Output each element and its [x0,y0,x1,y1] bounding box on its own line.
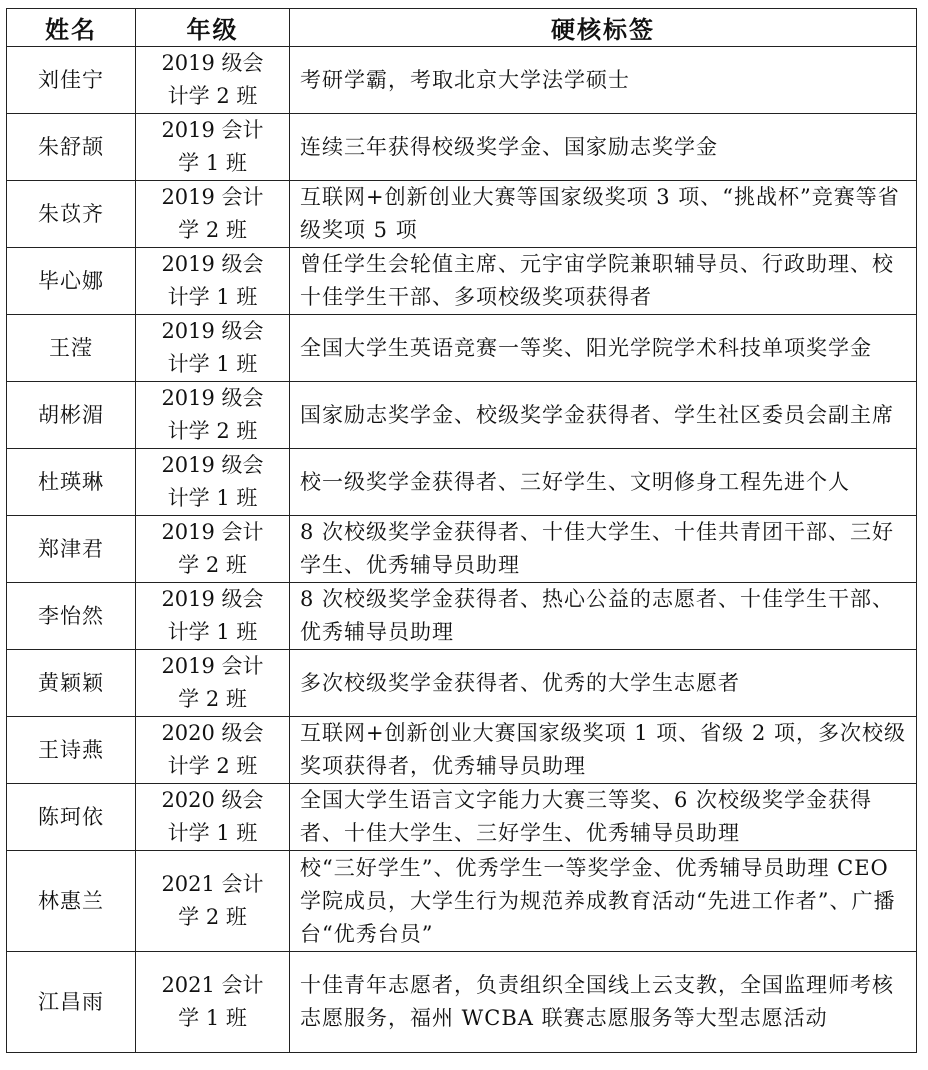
student-grade [136,114,290,181]
student-tags: 8 次校级奖学金获得者、十佳大学生、十佳共青团干部、三好学生、优秀辅导员助理 [290,516,917,583]
grade-line-2: 计学 2 班 [167,419,258,443]
student-tags: 互联网+创新创业大赛等国家级奖项 3 项、“挑战杯”竞赛等省级奖项 5 项 [290,181,917,248]
grade-line-1: 2019 级会 [161,319,264,343]
grade-line-1: 2020 级会 [161,788,264,812]
grade-line-1: 2021 会计 [161,973,264,997]
student-tags: 全国大学生英语竞赛一等奖、阳光学院学术科技单项奖学金 [290,315,917,382]
header-tags: 硬核标签 [290,9,917,47]
grade-line-2: 计学 2 班 [167,754,258,778]
student-name: 林惠兰 [7,851,136,952]
student-tags: 全国大学生语言文字能力大赛三等奖、6 次校级奖学金获得者、十佳大学生、三好学生、优秀辅导员助理 [290,784,917,851]
grade-line-2: 学 1 班 [178,151,247,175]
student-grade [136,583,290,650]
student-tags: 连续三年获得校级奖学金、国家励志奖学金 [290,114,917,181]
student-name: 李怡然 [7,583,136,650]
student-tags: 校“三好学生”、优秀学生一等奖学金、优秀辅导员助理 CEO 学院成员，大学生行为规范养成教育活动“先进工作者”、广播台“优秀台员” [290,851,917,952]
student-grade [136,516,290,583]
table-row [7,114,917,181]
student-name: 毕心娜 [7,248,136,315]
student-name: 朱苡齐 [7,181,136,248]
grade-line-1: 2019 级会 [161,453,264,477]
student-grade [136,717,290,784]
grade-line-1: 2019 级会 [161,386,264,410]
student-name: 郑津君 [7,516,136,583]
student-tags: 十佳青年志愿者，负责组织全国线上云支教，全国监理师考核志愿服务，福州 WCBA 联赛志愿服务等大型志愿活动 [290,952,917,1053]
table-row [7,851,917,952]
student-grade [136,449,290,516]
grade-line-1: 2019 会计 [161,118,264,142]
table-row [7,47,917,114]
grade-line-1: 2019 级会 [161,587,264,611]
student-grade [136,181,290,248]
student-name: 陈珂依 [7,784,136,851]
grade-line-2: 学 2 班 [178,553,247,577]
student-grade [136,851,290,952]
grade-line-2: 计学 1 班 [167,285,258,309]
student-name: 黄颖颖 [7,650,136,717]
grade-line-1: 2019 级会 [161,51,264,75]
student-grade [136,784,290,851]
grade-line-2: 计学 1 班 [167,486,258,510]
grade-line-1: 2019 会计 [161,520,264,544]
table-row [7,516,917,583]
student-tags: 8 次校级奖学金获得者、热心公益的志愿者、十佳学生干部、优秀辅导员助理 [290,583,917,650]
table-row [7,784,917,851]
grade-line-1: 2021 会计 [161,872,264,896]
grade-line-1: 2019 级会 [161,252,264,276]
grade-line-2: 学 1 班 [178,1006,247,1030]
student-tags: 国家励志奖学金、校级奖学金获得者、学生社区委员会副主席 [290,382,917,449]
student-name: 朱舒颉 [7,114,136,181]
header-name: 姓名 [7,9,136,47]
grade-line-1: 2020 级会 [161,721,264,745]
student-grade [136,952,290,1053]
grade-line-2: 计学 2 班 [167,84,258,108]
student-name: 杜瑛琳 [7,449,136,516]
student-tags: 考研学霸，考取北京大学法学硕士 [290,47,917,114]
table-row [7,181,917,248]
student-name: 江昌雨 [7,952,136,1053]
grade-line-2: 学 2 班 [178,218,247,242]
student-tags: 互联网+创新创业大赛国家级奖项 1 项、省级 2 项，多次校级奖项获得者，优秀辅导员助理 [290,717,917,784]
table-row [7,382,917,449]
grade-line-2: 学 2 班 [178,687,247,711]
student-name: 胡彬湄 [7,382,136,449]
grade-line-2: 计学 1 班 [167,352,258,376]
student-name: 王诗燕 [7,717,136,784]
header-row [7,9,917,47]
student-name: 刘佳宁 [7,47,136,114]
table-row [7,952,917,1053]
student-grade [136,315,290,382]
table-row [7,248,917,315]
grade-line-2: 计学 1 班 [167,620,258,644]
table-row [7,583,917,650]
student-grade [136,650,290,717]
table-row [7,717,917,784]
student-grade [136,47,290,114]
student-name: 王滢 [7,315,136,382]
grade-line-1: 2019 会计 [161,654,264,678]
student-tags: 校一级奖学金获得者、三好学生、文明修身工程先进个人 [290,449,917,516]
student-grade [136,248,290,315]
grade-line-2: 计学 1 班 [167,821,258,845]
student-tags: 多次校级奖学金获得者、优秀的大学生志愿者 [290,650,917,717]
student-tags: 曾任学生会轮值主席、元宇宙学院兼职辅导员、行政助理、校十佳学生干部、多项校级奖项获得者 [290,248,917,315]
honors-table [6,8,917,1053]
grade-line-2: 学 2 班 [178,905,247,929]
header-grade: 年级 [136,9,290,47]
table-row [7,315,917,382]
grade-line-1: 2019 会计 [161,185,264,209]
table-row [7,650,917,717]
student-grade [136,382,290,449]
table-row [7,449,917,516]
